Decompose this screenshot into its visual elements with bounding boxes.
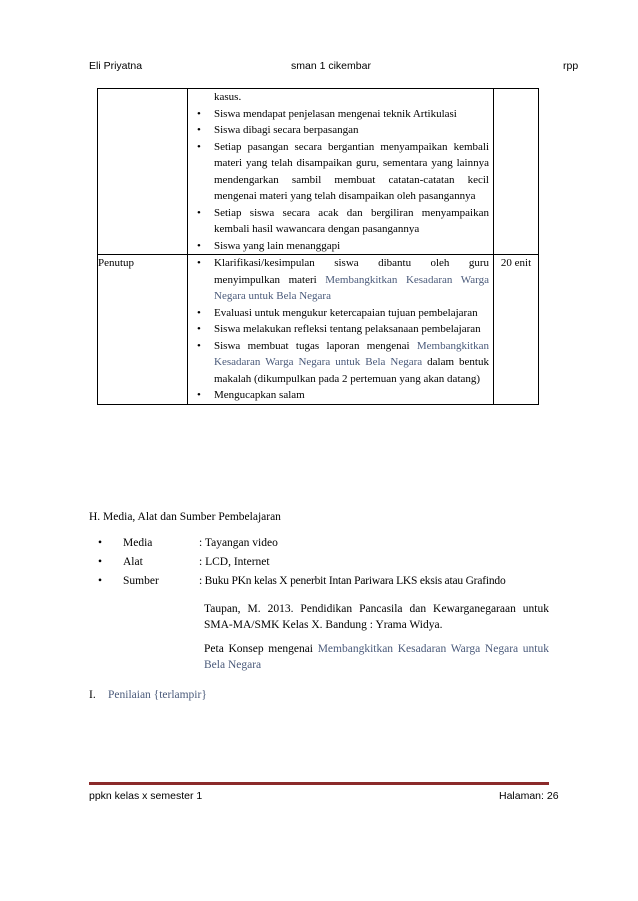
- activity-table: [97, 88, 539, 405]
- sumber-label: Sumber: [123, 575, 159, 587]
- item-text: Klarifikasi/kesimpulan siswa dibantu oleh guru menyimpulkan materi: [214, 257, 489, 286]
- phase-cell: [98, 89, 188, 255]
- header-school: sman 1 cikembar: [291, 60, 371, 72]
- topic-text: Membangkitkan Kesadaran Warga Negara untuk Bela Negara: [214, 273, 489, 302]
- section-i-title: Penilaian {terlampir}: [108, 689, 207, 701]
- sumber-value: : Buku PKn kelas X penerbit Intan Pariwara LKS eksis atau Grafindo: [199, 575, 506, 587]
- table-row: [98, 89, 539, 255]
- table-row: [98, 255, 539, 405]
- reference-peta-konsep: [204, 641, 549, 673]
- list-item: • Siswa dibagi secara berpasangan: [188, 122, 489, 139]
- list-item: • Setiap pasangan secara bergantian menyampaikan kembali materi yang telah disampaikan guru, sementara yang lainnya mendengarkan sambil membuat catatan-catatan kecil mengenai materi yang telah disampaikan oleh pasangannya: [188, 139, 489, 205]
- activity-continuation: kasus.: [214, 91, 242, 103]
- list-item: • Setiap siswa secara acak dan bergiliran menyampaikan kembali hasil wawancara dengan pasangannya: [188, 205, 489, 238]
- time-cell: [494, 89, 539, 255]
- topic-text: Membangkitkan Kesadaran Warga Negara untuk Bela Negara: [204, 643, 550, 671]
- footer-divider: [89, 782, 549, 785]
- media-value: : Tayangan video: [199, 537, 278, 549]
- bullet-icon: •: [98, 556, 103, 568]
- activity-cell: [188, 89, 494, 255]
- bullet-icon: •: [98, 537, 103, 549]
- section-h-title: H. Media, Alat dan Sumber Pembelajaran: [89, 511, 281, 523]
- activity-list: [188, 255, 493, 404]
- alat-value: : LCD, Internet: [199, 556, 270, 568]
- header-doc-type: rpp: [563, 60, 579, 72]
- item-text: Siswa membuat tugas laporan mengenai: [214, 339, 417, 352]
- list-item: [188, 338, 489, 388]
- footer-page-number: Halaman: 26: [499, 790, 559, 802]
- item-text: dalam bentuk makalah (dikumpulkan pada 2 pertemuan yang akan datang): [214, 356, 489, 385]
- footer-course: ppkn kelas x semester 1: [89, 790, 203, 802]
- time-cell: 20 enit: [494, 255, 539, 405]
- list-item: • Siswa melakukan refleksi tentang pelaksanaan pembelajaran: [188, 321, 489, 338]
- reference-taupan: Taupan, M. 2013. Pendidikan Pancasila dan Kewarganegaraan untuk SMA-MA/SMK Kelas X. Bandung : Yrama Widya.: [204, 603, 549, 631]
- ref-text: Peta Konsep mengenai: [204, 643, 318, 655]
- list-item: [188, 255, 489, 305]
- activity-list: [188, 106, 493, 255]
- list-item: • Mengucapkan salam: [188, 387, 489, 404]
- header-author: Eli Priyatna: [89, 60, 143, 72]
- bullet-icon: •: [98, 575, 103, 587]
- topic-text: Membangkitkan Kesadaran Warga Negara untuk Bela Negara: [214, 339, 489, 368]
- media-label: Media: [123, 537, 153, 549]
- phase-cell: Penutup: [98, 255, 188, 405]
- activity-cell: [188, 255, 494, 405]
- alat-label: Alat: [123, 556, 143, 568]
- list-item: • Siswa yang lain menanggapi: [188, 238, 489, 255]
- section-i-number: I.: [89, 689, 96, 701]
- list-item: • Siswa mendapat penjelasan mengenai teknik Artikulasi: [188, 106, 489, 123]
- list-item: • Evaluasi untuk mengukur ketercapaian tujuan pembelajaran: [188, 305, 489, 322]
